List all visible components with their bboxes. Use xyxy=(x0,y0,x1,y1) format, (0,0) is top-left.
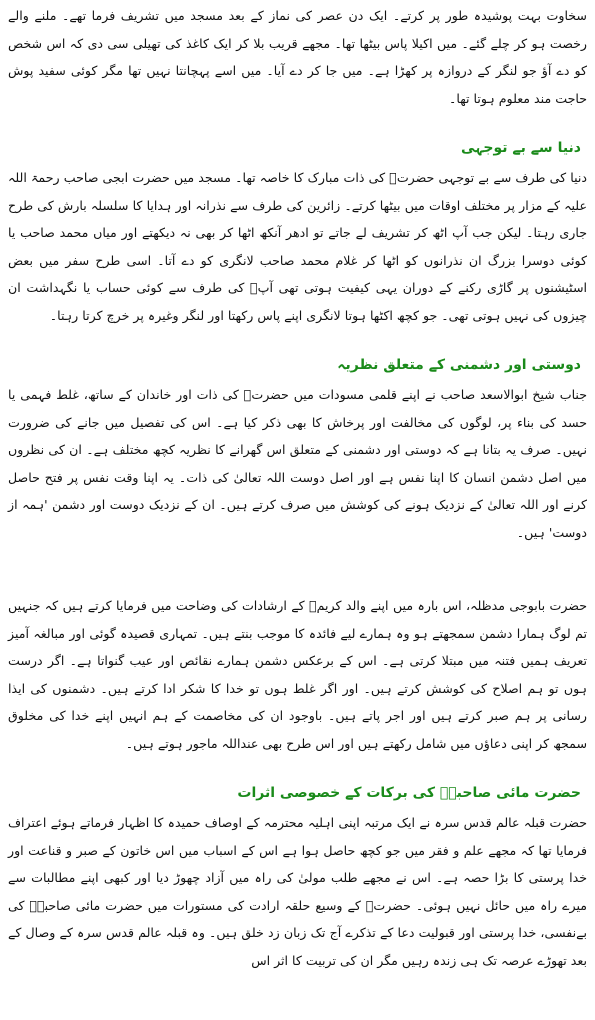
paragraph-babuji-sayings: حضرت بابوجی مدظلہ، اس بارہ میں اپنے والد کریمؒ کے ارشادات کی وضاحت میں فرمایا کرتے ہیں کہ جنہیں تم لوگ ہمارا دشمن سمجھتے ہو وہ ہمارے لیے فائدہ کا موجب بنتے ہیں۔ تمہاری قصیدہ گوئی اور مبالغہ آمیز تعریف ہمیں فتنہ میں مبتلا کرتی ہے۔ اس کے برعکس دشمن ہمارے نقائص اور عیب گنواتا ہے۔ اگر درست ہوں تو ہم اصلاح کی کوشش کرتے ہیں۔ اور اگر غلط ہوں تو خدا کا شکر ادا کرتے ہیں۔ دشمنوں کی ایذا رسانی پر ہم صبر کرتے ہیں اور اجر پاتے ہیں۔ باوجود ان کی مخاصمت کے ہم انہیں اپنے خدا کی مخلوق سمجھ کر اپنی دعاؤں میں شامل رکھتے ہیں اور اس طرح بھی عنداللہ ماجور ہوتے ہیں۔ xyxy=(8,598,587,751)
heading-indifference-to-world: دنیا سے بے توجہی xyxy=(461,140,581,156)
paragraph-mai-sahiba-blessings: حضرت قبلہ عالم قدس سرہ نے ایک مرتبہ اپنی اہلیہ محترمہ کے اوصاف حمیدہ کا اظہار فرماتے ہوئے اعتراف فرمایا تھا کہ مجھے علم و فقر میں جو کچھ حاصل ہوا ہے اس کے اسباب میں اس خاتون کے صبر و قناعت اور خدا پرستی کا بڑا حصہ ہے۔ اس نے مجھے طلب مولیٰ کی راہ میں آزاد چھوڑ دیا اور کبھی اپنے مطالبات سے میرے راہ میں حائل نہیں ہوئی۔ حضرتؒ کے وسیع حلقہ ارادت کی مستورات میں حضرت مائی صاحبہؒ کی بےنفسی، خدا پرستی اور قبولیت دعا کے تذکرے آج تک زبان زد خلق ہیں۔ وہ قبلہ عالم قدس سرہ کے وصال کے بعد تھوڑے عرصہ تک ہی زندہ رہیں مگر ان کی تربیت کا اثر اس xyxy=(8,815,587,968)
paragraph-friendship-enmity: جناب شیخ ابوالاسعد صاحب نے اپنے قلمی مسودات میں حضرتؒ کی ذات اور خاندان کے ساتھ، غلط فہمی یا حسد کی بناء پر، لوگوں کی مخالفت اور پرخاش کا بھی ذکر کیا ہے۔ اس کی تفصیل میں جانے کی ضرورت نہیں۔ صرف یہ بتانا ہے کہ دوستی اور دشمنی کے متعلق اس گھرانے کا نظریہ کچھ مختلف ہے۔ ان کی نظروں میں اصل دشمن انسان کا اپنا نفس ہے اور اصل دوست اللہ تعالیٰ کی ذات۔ یہ اپنا وقت نفس پر فتح حاصل کرنے اور اللہ تعالیٰ کے نزدیک ہونے کی کوشش میں صرف کرتے ہیں۔ ان کے نزدیک دوست اور دشمن 'ہمہ از دوست' ہیں۔ xyxy=(8,387,587,540)
section-gap xyxy=(8,112,587,132)
heading-mai-sahiba-blessings: حضرت مائی صاحبہؒ کی برکات کے خصوصی اثرات xyxy=(237,785,581,801)
paragraph-generosity: سخاوت بہت پوشیدہ طور پر کرتے۔ ایک دن عصر کی نماز کے بعد مسجد میں تشریف فرما تھے۔ ملنے والے رخصت ہو کر چلے گئے۔ میں اکیلا پاس بیٹھا تھا۔ مجھے قریب بلا کر ایک کاغذ کی تھیلی سی دی کہ اس شخص کو دے آؤ جو لنگر کے دروازہ پر کھڑا ہے۔ میں جا کر دے آیا۔ میں اسے پہچانتا نہیں تھا مگر کوئی سفید پوش حاجت مند معلوم ہوتا تھا۔ xyxy=(8,8,587,106)
heading-friendship-enmity: دوستی اور دشمنی کے متعلق نظریہ xyxy=(337,357,581,373)
paragraph-indifference-to-world: دنیا کی طرف سے بے توجہی حضرتؒ کی ذات مبارک کا خاصہ تھا۔ مسجد میں حضرت ابجی صاحب رحمۃ اللہ علیہ کے مزار پر مختلف اوقات میں بیٹھا کرتے۔ زائرین کی طرف سے نذرانہ اور ہدایا کا سلسلہ بارش کی طرح جاری رہتا۔ لیکن جب آپ اٹھ کر تشریف لے جاتے تو ادھر آنکھ اٹھا کر بھی نہ دیکھتے اور میاں محمد صاحب یا کوئی دوسرا بزرگ ان نذرانوں کو اٹھا کر غلام محمد صاحب لانگری کو دے آتا۔ اسی طرح سفر میں بعض اسٹیشنوں پر گاڑی رکنے کے دوران یہی کیفیت ہوتی تھی آپؒ کی طرف سے کوئی حساب یا نگہداشت ان چیزوں کی نہیں ہوتی تھی۔ جو کچھ اکٹھا ہوتا لانگری اپنے پاس رکھتا اور لنگر وغیرہ پر خرچ کرتا رہتا۔ xyxy=(8,170,587,323)
section-gap xyxy=(8,757,587,777)
paragraph-gap xyxy=(8,546,587,592)
section-gap xyxy=(8,329,587,349)
